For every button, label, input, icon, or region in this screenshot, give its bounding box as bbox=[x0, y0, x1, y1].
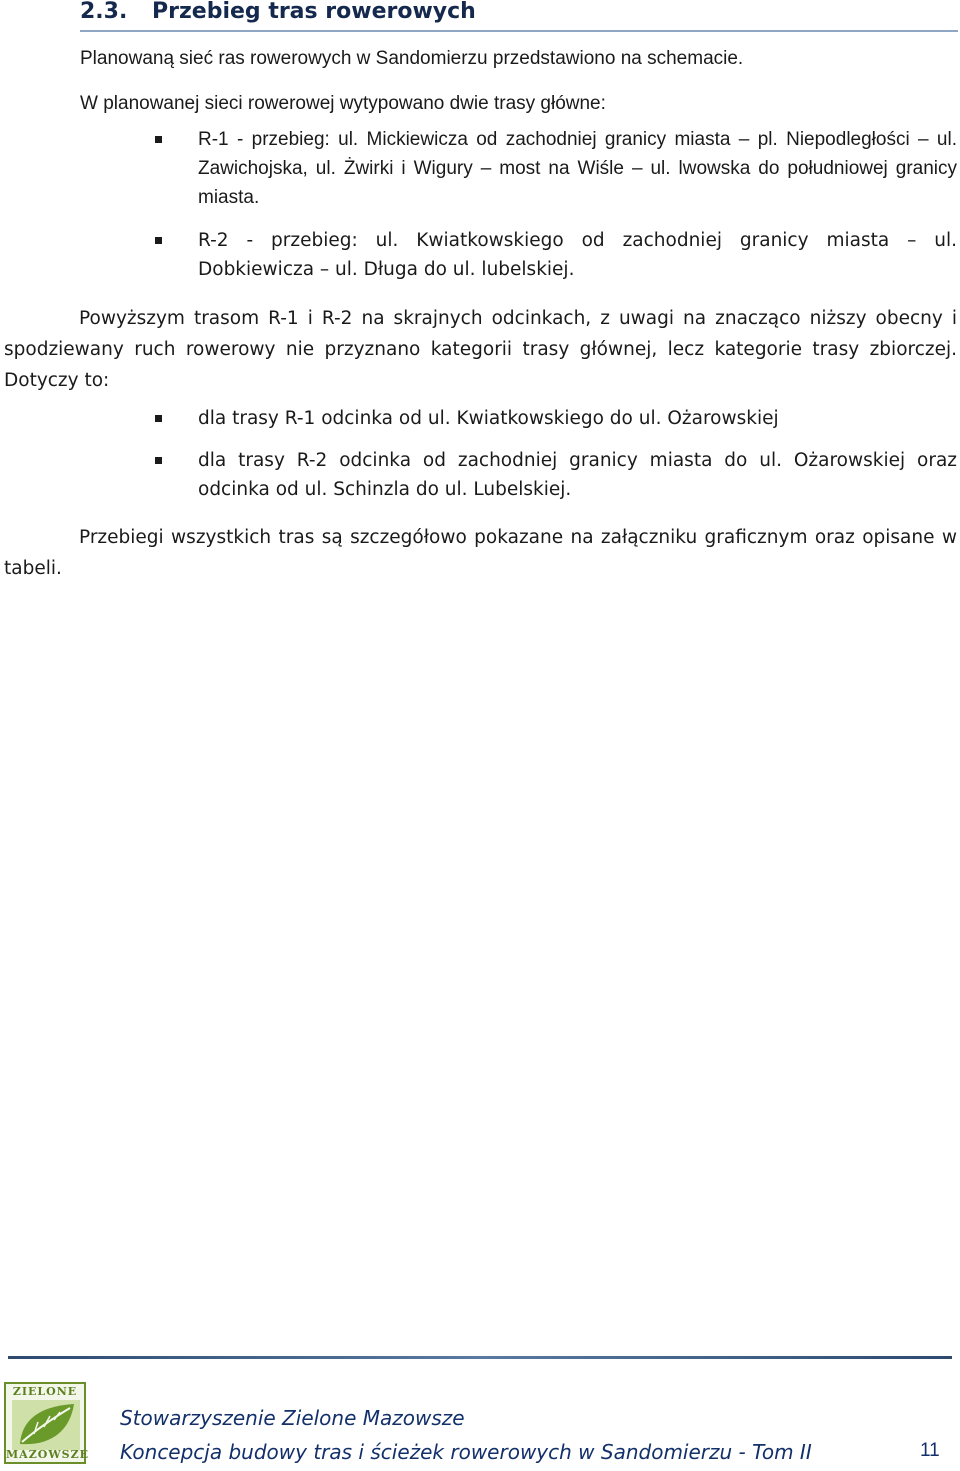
closing-paragraph: Przebiegi wszystkich tras są szczegółowo pokazane na załączniku graficznym oraz opisane w tabeli. bbox=[4, 527, 957, 579]
route-r1-text: R-1 - przebieg: ul. Mickiewicza od zachodniej granicy miasta – pl. Niepodległości – ul. Zawichojska, ul. Żwirki i Wigury – most na Wiśle – ul. lwowska do południowej granicy miasta. bbox=[198, 129, 957, 208]
collector-paragraph: Powyższym trasom R-1 i R-2 na skrajnych odcinkach, z uwagi na znacząco niższy obecny i spodziewany ruch rowerowy nie przyznano kategorii trasy głównej, lecz kategorie trasy zbiorczej. Dotyczy to: bbox=[4, 308, 957, 391]
footer-document-title: Koncepcja budowy tras i ścieżek rowerowych w Sandomierzu - Tom II bbox=[120, 1440, 812, 1464]
section-number: 2.3. bbox=[80, 0, 128, 24]
list-item bbox=[155, 125, 957, 212]
page-number: 11 bbox=[920, 1440, 940, 1461]
collector-item-r2: dla trasy R-2 odcinka od zachodniej granicy miasta do ul. Ożarowskiej oraz odcinka od ul. Schinzla do ul. Lubelskiej. bbox=[198, 450, 957, 500]
footer-divider bbox=[8, 1356, 952, 1359]
intro-line-2: W planowanej sieci rowerowej wytypowano dwie trasy główne: bbox=[80, 93, 606, 114]
logo-top-text: ZIELONE bbox=[12, 1385, 78, 1398]
leaf-icon bbox=[12, 1400, 80, 1450]
route-r2-text: R-2 - przebieg: ul. Kwiatkowskiego od zachodniej granicy miasta – ul. Dobkiewicza – ul. Długa do ul. lubelskiej. bbox=[198, 230, 957, 280]
bullet-square-icon bbox=[155, 415, 162, 422]
list-item bbox=[155, 226, 957, 284]
bullet-square-icon bbox=[155, 136, 162, 143]
bullet-square-icon bbox=[155, 457, 162, 464]
zielone-mazowsze-logo bbox=[4, 1382, 90, 1464]
list-item bbox=[155, 446, 957, 504]
bullet-square-icon bbox=[155, 237, 162, 244]
collector-item-r1: dla trasy R-1 odcinka od ul. Kwiatkowskiego do ul. Ożarowskiej bbox=[198, 408, 779, 429]
section-heading bbox=[80, 0, 958, 32]
logo-bottom-text: MAZOWSZE bbox=[6, 1448, 90, 1461]
list-item bbox=[155, 404, 957, 433]
section-title: Przebieg tras rowerowych bbox=[152, 0, 476, 24]
intro-line-1: Planowaną sieć ras rowerowych w Sandomierzu przedstawiono na schemacie. bbox=[80, 48, 744, 69]
footer-organization: Stowarzyszenie Zielone Mazowsze bbox=[120, 1406, 465, 1430]
